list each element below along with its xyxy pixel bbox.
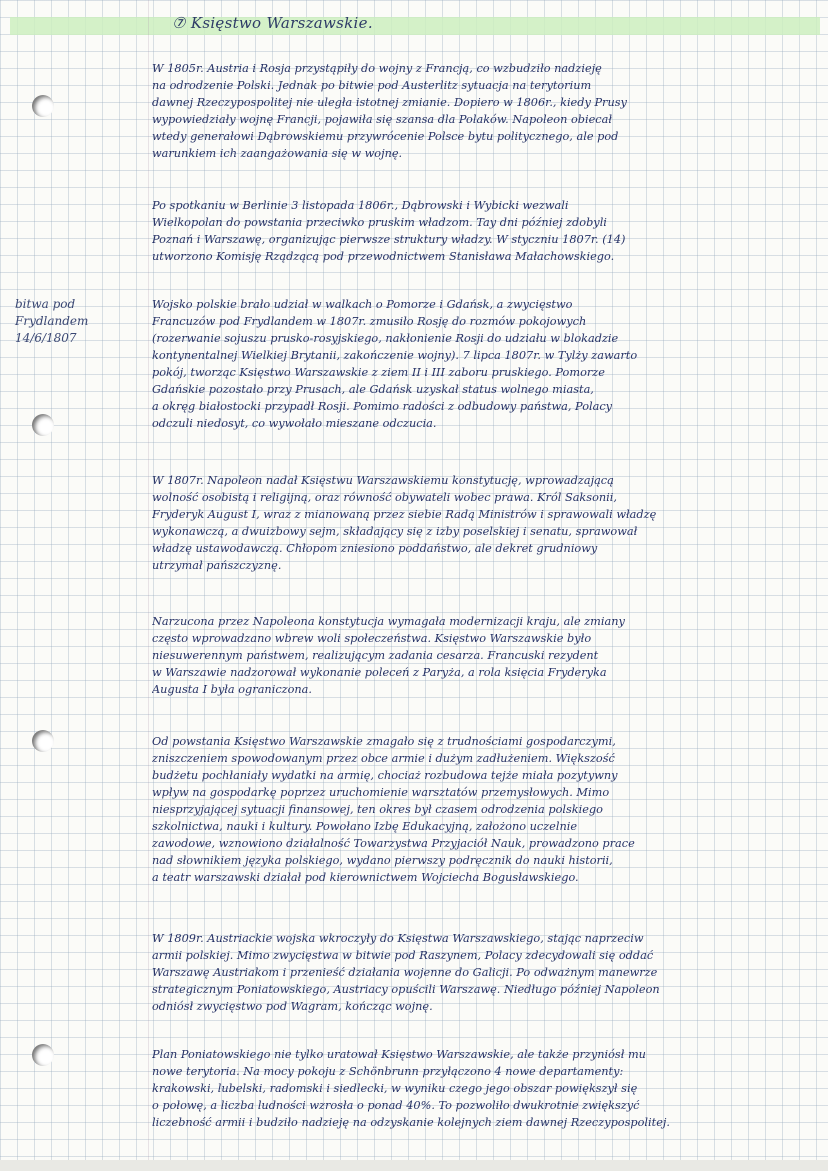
paragraph [152,613,816,698]
margin-line [148,0,149,1171]
text-line: kontynentalnej Wielkiej Brytanii, zakończenie wojny). 7 lipca 1807r. w Tylży zawarto [152,349,638,362]
binder-hole [32,730,54,752]
text-line: niesprzyjającej sytuacji finansowej, ten okres był czasem odrodzenia polskiego [152,803,603,816]
text-line: zawodowe, wznowiono działalność Towarzystwa Przyjaciół Nauk, prowadzono prace [152,837,635,850]
text-line: warunkiem ich zaangażowania się w wojnę. [152,147,403,160]
text-line: zniszczeniem spowodowanym przez obce armie i dużym zadłużeniem. Większość [152,752,615,765]
page-bottom-edge [0,1160,828,1171]
text-line: a okręg białostocki przypadł Rosji. Pomimo radości z odbudowy państwa, Polacy [152,400,613,413]
text-line: krakowski, lubelski, radomski i siedlecki, w wyniku czego jego obszar powiększył się [152,1082,638,1095]
text-line: Augusta I była ograniczona. [152,683,312,696]
text-line: wpływ na gospodarkę poprzez uruchomienie warsztatów przemysłowych. Mimo [152,786,610,799]
text-line: pokój, tworząc Księstwo Warszawskie z ziem II i III zaboru pruskiego. Pomorze [152,366,605,379]
text-line: nowe terytoria. Na mocy pokoju z Schönbrunn przyłączono 4 nowe departamenty: [152,1065,624,1078]
text-line: odniósł zwycięstwo pod Wagram, kończąc wojnę. [152,1000,433,1013]
title-highlight [10,17,820,35]
text-line: (rozerwanie sojuszu prusko-rosyjskiego, nakłonienie Rosji do udziału w blokadzie [152,332,619,345]
paragraph [152,472,816,574]
paragraph [152,1046,816,1131]
text-line: Poznań i Warszawę, organizując pierwsze struktury władzy. W styczniu 1807r. (14) [152,233,626,246]
text-line: a teatr warszawski działał pod kierownictwem Wojciecha Bogusławskiego. [152,871,579,884]
text-line: niesuwerennym państwem, realizującym zadania cesarza. Francuski rezydent [152,649,599,662]
text-line: nad słownikiem języka polskiego, wydano pierwszy podręcznik do nauki historii, [152,854,613,867]
paragraph [152,296,816,432]
margin-note-line: 14/6/1807 [15,331,77,345]
text-line: często wprowadzano wbrew woli społeczeństwa. Księstwo Warszawskie było [152,632,592,645]
binder-hole [32,95,54,117]
text-line: w Warszawie nadzorował wykonanie poleceń z Paryża, a rola księcia Fryderyka [152,666,607,679]
text-line: na odrodzenie Polski. Jednak po bitwie pod Austerlitz sytuacja na terytorium [152,79,592,92]
margin-note-line: bitwa pod [15,297,76,311]
text-line: Francuzów pod Frydlandem w 1807r. zmusiło Rosję do rozmów pokojowych [152,315,587,328]
text-line: wykonawczą, a dwuizbowy sejm, składający się z izby poselskiej i senatu, sprawował [152,525,638,538]
text-line: wypowiedziały wojnę Francji, pojawiła się szansa dla Polaków. Napoleon obiecał [152,113,613,126]
text-line: Warszawę Austriakom i przenieść działania wojenne do Galicji. Po odważnym manewrze [152,966,658,979]
text-line: W 1807r. Napoleon nadał Księstwu Warszawskiemu konstytucję, wprowadzającą [152,474,614,487]
text-line: Fryderyk August I, wraz z mianowaną przez siebie Radą Ministrów i sprawowali władzę [152,508,657,521]
text-line: utworzono Komisję Rządzącą pod przewodnictwem Stanisława Małachowskiego. [152,250,615,263]
text-line: Plan Poniatowskiego nie tylko uratował Księstwo Warszawskie, ale także przyniósł mu [152,1048,646,1061]
paragraph [152,60,816,162]
text-line: Gdańskie pozostało przy Prusach, ale Gdańsk uzyskał status wolnego miasta, [152,383,594,396]
text-line: Wojsko polskie brało udział w walkach o Pomorze i Gdańsk, a zwycięstwo [152,298,573,311]
text-line: utrzymał pańszczyznę. [152,559,282,572]
text-line: odczuli niedosyt, co wywołało mieszane odczucia. [152,417,437,430]
text-line: Po spotkaniu w Berlinie 3 listopada 1806r., Dąbrowski i Wybicki wezwali [152,199,569,212]
text-line: Od powstania Księstwo Warszawskie zmagało się z trudnościami gospodarczymi, [152,735,616,748]
text-line: Wielkopolan do powstania przeciwko pruskim władzom. Tay dni później zdobyli [152,216,607,229]
text-line: o połowę, a liczba ludności wzrosła o ponad 40%. To pozwoliło dwukrotnie zwiększyć [152,1099,640,1112]
page-title: ⑦ Księstwo Warszawskie. [172,14,373,32]
margin-note [15,296,135,347]
paragraph [152,197,816,265]
margin-note-line: Frydlandem [15,314,89,328]
paragraph [152,930,816,1015]
text-line: wolność osobistą i religijną, oraz równość obywateli wobec prawa. Król Saksonii, [152,491,617,504]
binder-hole [32,1044,54,1066]
text-line: budżetu pochłaniały wydatki na armię, chociaż rozbudowa tejże miała pozytywny [152,769,618,782]
text-line: wtedy generałowi Dąbrowskiemu przywrócenie Polsce bytu politycznego, ale pod [152,130,619,143]
paragraph [152,733,816,886]
text-line: W 1805r. Austria i Rosja przystąpiły do wojny z Francją, co wzbudziło nadzieję [152,62,602,75]
text-line: liczebność armii i budziło nadzieję na odzyskanie kolejnych ziem dawnej Rzeczypospolitej. [152,1116,670,1129]
text-line: strategicznym Poniatowskiego, Austriacy opuścili Warszawę. Niedługo później Napoleon [152,983,660,996]
text-line: szkolnictwa, nauki i kultury. Powołano Izbę Edukacyjną, założono uczelnie [152,820,578,833]
text-line: armii polskiej. Mimo zwycięstwa w bitwie pod Raszynem, Polacy zdecydowali się oddać [152,949,654,962]
binder-hole [32,414,54,436]
text-line: W 1809r. Austriackie wojska wkroczyły do Księstwa Warszawskiego, stając naprzeciw [152,932,644,945]
text-line: Narzucona przez Napoleona konstytucja wymagała modernizacji kraju, ale zmiany [152,615,625,628]
text-line: dawnej Rzeczypospolitej nie uległa istotnej zmianie. Dopiero w 1806r., kiedy Prusy [152,96,627,109]
text-line: władzę ustawodawczą. Chłopom zniesiono poddaństwo, ale dekret grudniowy [152,542,598,555]
